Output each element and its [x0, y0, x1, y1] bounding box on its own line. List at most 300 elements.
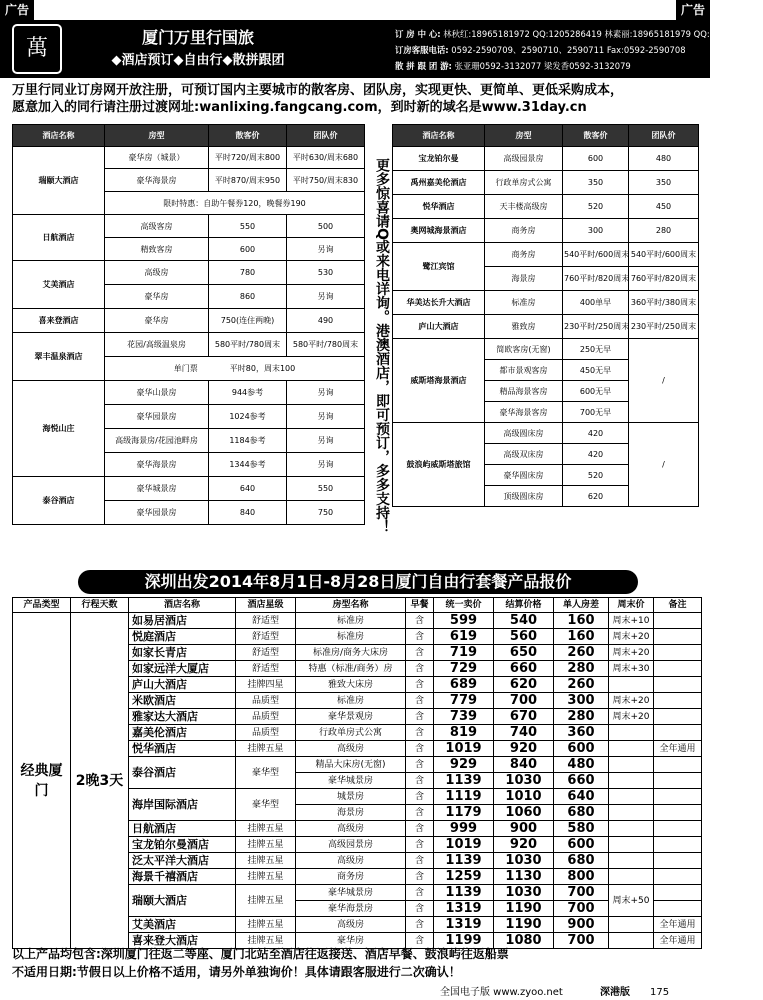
header-cell: 备注 — [654, 598, 702, 613]
hotel-name: 海景千禧酒店 — [129, 869, 236, 885]
room-type: 标准房 — [296, 629, 406, 645]
single-supplement: 900 — [554, 917, 609, 933]
room-cell: 700无早 — [563, 402, 629, 423]
remark — [654, 725, 702, 741]
weekend-price: 周末+30 — [609, 661, 654, 677]
header-cell: 散客价 — [209, 125, 287, 147]
room-type: 豪华海景房 — [296, 901, 406, 917]
room-cell: 另询 — [287, 405, 365, 429]
remark — [654, 805, 702, 821]
breakfast: 含 — [406, 629, 434, 645]
trip-days: 2晚3天 — [71, 613, 129, 949]
room-type: 雅致大床房 — [296, 677, 406, 693]
breakfast: 含 — [406, 741, 434, 757]
unified-price: 1179 — [434, 805, 494, 821]
hotel-star: 挂牌五星 — [236, 821, 296, 837]
room-cell: 450 — [629, 195, 699, 219]
room-cell: 豪华房 — [105, 285, 209, 309]
hotel-name: 嘉美伦酒店 — [129, 725, 236, 741]
remark — [654, 629, 702, 645]
breakfast: 含 — [406, 677, 434, 693]
header-cell: 统一卖价 — [434, 598, 494, 613]
hotel-name: 艾美酒店 — [13, 261, 105, 309]
table-row — [13, 215, 365, 238]
table-row — [13, 309, 365, 333]
room-cell: 600 — [209, 238, 287, 261]
unified-price: 999 — [434, 821, 494, 837]
room-cell: 540平时/600周末 — [563, 243, 629, 267]
weekend-price: 周末+20 — [609, 709, 654, 725]
table-row — [393, 423, 699, 444]
hotel-name: 鼓浪屿威斯塔旅馆 — [393, 423, 485, 507]
single-supplement: 260 — [554, 645, 609, 661]
hotel-star: 品质型 — [236, 725, 296, 741]
table-row — [13, 477, 365, 501]
header-cell: 房型 — [105, 125, 209, 147]
hotel-star: 舒适型 — [236, 629, 296, 645]
room-cell: 豪华房 — [105, 309, 209, 333]
hotel-name: 米欧酒店 — [129, 693, 236, 709]
remark — [654, 773, 702, 789]
room-cell: 580平时/780周末 — [287, 333, 365, 357]
room-cell: 行政单房式公寓 — [485, 171, 563, 195]
room-cell: 550 — [209, 215, 287, 238]
remark — [654, 853, 702, 869]
site-label: 全国电子版 www.zyoo.net — [440, 987, 563, 998]
contact-block — [395, 26, 763, 74]
room-cell: 标准房 — [485, 291, 563, 315]
settle-price: 920 — [494, 837, 554, 853]
contact-line — [395, 42, 710, 58]
single-supplement: 280 — [554, 661, 609, 677]
weekend-price — [609, 741, 654, 757]
hotel-name: 奥网城海景酒店 — [393, 219, 485, 243]
hotel-star: 舒适型 — [236, 645, 296, 661]
edition-label: 深港版 — [600, 987, 630, 998]
room-cell: 豪华房（城景） — [105, 147, 209, 169]
table-row — [393, 339, 699, 360]
room-cell: 280 — [629, 219, 699, 243]
hotel-name: 雅家达大酒店 — [129, 709, 236, 725]
group-price: / — [629, 339, 699, 423]
ad-tag-left: 广告 — [0, 0, 34, 20]
contact-line — [395, 26, 763, 42]
unified-price: 819 — [434, 725, 494, 741]
remark — [654, 645, 702, 661]
hotel-name: 泛太平洋大酒店 — [129, 853, 236, 869]
single-supplement: 660 — [554, 773, 609, 789]
page-footer — [0, 986, 710, 1000]
left-hotel-table — [12, 124, 365, 525]
single-supplement: 260 — [554, 677, 609, 693]
product-category: 经典厦门 — [13, 613, 71, 949]
hotel-name: 艾美酒店 — [129, 917, 236, 933]
room-cell: 高级房 — [105, 261, 209, 285]
hotel-name: 悦华酒店 — [393, 195, 485, 219]
hotel-name: 泰谷酒店 — [129, 757, 236, 789]
settle-price: 660 — [494, 661, 554, 677]
unified-price: 619 — [434, 629, 494, 645]
room-cell: 高级园景房 — [485, 147, 563, 171]
weekend-price — [609, 773, 654, 789]
remark: 全年通用 — [654, 917, 702, 933]
package-notes — [12, 945, 702, 981]
remark — [654, 821, 702, 837]
hotel-name: 华美达长升大酒店 — [393, 291, 485, 315]
intro-line: 万里行同业订房网开放注册，可预订国内主要城市的散客房、团队房，实现更快、更简单、更低采购成本， — [12, 83, 624, 98]
settle-price: 700 — [494, 693, 554, 709]
hotel-star: 挂牌五星 — [236, 853, 296, 869]
room-cell: 540平时/600周末 — [629, 243, 699, 267]
table-row — [393, 195, 699, 219]
room-cell: 豪华圆床房 — [485, 465, 563, 486]
breakfast: 含 — [406, 869, 434, 885]
table-row — [393, 219, 699, 243]
header-cell: 周末价 — [609, 598, 654, 613]
hotel-name: 瑞颐大酒店 — [129, 885, 236, 917]
room-type: 豪华景观房 — [296, 709, 406, 725]
weekend-price — [609, 917, 654, 933]
remark — [654, 757, 702, 773]
unified-price: 1199 — [434, 933, 494, 949]
hotel-name: 泰谷酒店 — [13, 477, 105, 525]
single-supplement: 160 — [554, 613, 609, 629]
settle-price: 1030 — [494, 853, 554, 869]
single-supplement: 700 — [554, 933, 609, 949]
hotel-note: 单门票 平时80，周末100 — [105, 357, 365, 381]
unified-price: 1019 — [434, 837, 494, 853]
single-supplement: 160 — [554, 629, 609, 645]
remark: 全年通用 — [654, 741, 702, 757]
breakfast: 含 — [406, 789, 434, 805]
room-cell: 760平时/820周末 — [563, 267, 629, 291]
header-cell: 团队价 — [629, 125, 699, 147]
settle-price: 1030 — [494, 885, 554, 901]
room-cell: 平时750/周末830 — [287, 169, 365, 192]
notes-line: 以上产品均包含:深圳厦门往返二等座、厦门北站至酒店往返接送、酒店早餐、鼓浪屿往返船票 — [12, 947, 509, 961]
settle-price: 840 — [494, 757, 554, 773]
single-supplement: 680 — [554, 853, 609, 869]
hotel-name: 喜来登大酒店 — [129, 933, 236, 949]
breakfast: 含 — [406, 757, 434, 773]
room-type: 标准房 — [296, 693, 406, 709]
weekend-price — [609, 725, 654, 741]
room-cell: 豪华海景房 — [105, 169, 209, 192]
ad-tag-right: 广告 — [676, 0, 710, 20]
remark — [654, 837, 702, 853]
table-row — [13, 125, 365, 147]
remark — [654, 789, 702, 805]
contact-label: 订 房 中 心: — [395, 29, 441, 39]
hotel-star: 挂牌四星 — [236, 677, 296, 693]
room-cell: 简欧客房(无窗) — [485, 339, 563, 360]
unified-price: 599 — [434, 613, 494, 629]
room-cell: 420 — [563, 444, 629, 465]
room-cell: 豪华园景房 — [105, 501, 209, 525]
room-type: 标准房 — [296, 613, 406, 629]
weekend-price: 周末+20 — [609, 645, 654, 661]
breakfast: 含 — [406, 821, 434, 837]
room-cell: 豪华海景客房 — [485, 402, 563, 423]
table-row — [13, 261, 365, 285]
room-cell: 750 — [287, 501, 365, 525]
room-cell: 230平时/250周末 — [629, 315, 699, 339]
settle-price: 1060 — [494, 805, 554, 821]
hotel-name: 悦庭酒店 — [129, 629, 236, 645]
room-cell: 另询 — [287, 285, 365, 309]
hotel-name: 日航酒店 — [129, 821, 236, 837]
room-cell: 豪华园景房 — [105, 405, 209, 429]
room-cell: 精致客房 — [105, 238, 209, 261]
settle-price: 740 — [494, 725, 554, 741]
header-cell: 产品类型 — [13, 598, 71, 613]
unified-price: 1319 — [434, 917, 494, 933]
breakfast: 含 — [406, 933, 434, 949]
intro-line: 愿意加入的同行请注册过渡网址:wanlixing.fangcang.com，到时新的域名是www.31day.cn — [12, 100, 587, 115]
room-cell: 平时720/周末800 — [209, 147, 287, 169]
settle-price: 1190 — [494, 917, 554, 933]
settle-price: 1030 — [494, 773, 554, 789]
header-cell: 酒店星级 — [236, 598, 296, 613]
page-number: 175 — [650, 987, 670, 998]
room-cell: 1344参考 — [209, 453, 287, 477]
hotel-name: 威斯塔海景酒店 — [393, 339, 485, 423]
room-cell: 760平时/820周末 — [629, 267, 699, 291]
table-row — [393, 243, 699, 267]
room-type: 商务房 — [296, 869, 406, 885]
table-row — [13, 147, 365, 169]
room-cell: 640 — [209, 477, 287, 501]
contact-text: 张亚珊0592-3132077 梁发香0592-3132079 — [454, 61, 631, 71]
room-cell: 500 — [287, 215, 365, 238]
weekend-price — [609, 837, 654, 853]
room-cell: 520 — [563, 465, 629, 486]
room-cell: 另询 — [287, 429, 365, 453]
remark — [654, 693, 702, 709]
room-type: 行政单房式公寓 — [296, 725, 406, 741]
room-cell: 高级海景房/花园池畔房 — [105, 429, 209, 453]
hotel-name: 宝龙铂尔曼 — [393, 147, 485, 171]
room-cell: 450无早 — [563, 360, 629, 381]
room-cell: 580平时/780周末 — [209, 333, 287, 357]
table-row — [13, 613, 702, 629]
room-type: 精品大床房(无窗) — [296, 757, 406, 773]
weekend-price: 周末+50 — [609, 885, 654, 917]
weekend-price: 周末+20 — [609, 693, 654, 709]
settle-price: 1010 — [494, 789, 554, 805]
room-cell: 顶级圆床房 — [485, 486, 563, 507]
contact-text: 林秋红:18965181972 QQ:1205286419 林素丽:18965181979 QQ:1120069987 — [443, 29, 763, 39]
breakfast: 含 — [406, 917, 434, 933]
settle-price: 620 — [494, 677, 554, 693]
hotel-note: 限时特惠：自助午餐券120，晚餐券190 — [105, 192, 365, 215]
room-cell: 天丰楼高级房 — [485, 195, 563, 219]
header-cell: 酒店名称 — [13, 125, 105, 147]
unified-price: 1319 — [434, 901, 494, 917]
remark — [654, 613, 702, 629]
header-banner — [0, 20, 763, 78]
room-cell: 400单早 — [563, 291, 629, 315]
unified-price: 779 — [434, 693, 494, 709]
header-cell: 团队价 — [287, 125, 365, 147]
room-cell: 230平时/250周末 — [563, 315, 629, 339]
settle-price: 670 — [494, 709, 554, 725]
single-supplement: 480 — [554, 757, 609, 773]
room-type: 城景房 — [296, 789, 406, 805]
brand-logo: 萬 — [12, 24, 62, 74]
settle-price: 900 — [494, 821, 554, 837]
remark — [654, 709, 702, 725]
hotel-star: 挂牌五星 — [236, 885, 296, 917]
room-cell: 都市景观客房 — [485, 360, 563, 381]
room-cell: 360平时/380周末 — [629, 291, 699, 315]
intro-text — [12, 82, 702, 116]
room-cell: 750(连住两晚) — [209, 309, 287, 333]
breakfast: 含 — [406, 661, 434, 677]
package-title-banner: 深圳出发2014年8月1日-8月28日厦门自由行套餐产品报价 — [78, 570, 638, 594]
single-supplement: 580 — [554, 821, 609, 837]
hotel-star: 挂牌五星 — [236, 837, 296, 853]
unified-price: 689 — [434, 677, 494, 693]
room-cell: 350 — [563, 171, 629, 195]
header-cell: 房型名称 — [296, 598, 406, 613]
hotel-star: 挂牌五星 — [236, 869, 296, 885]
contact-line — [395, 58, 710, 74]
room-cell: 花园/高级温泉房 — [105, 333, 209, 357]
room-cell: 600无早 — [563, 381, 629, 402]
unified-price: 1259 — [434, 869, 494, 885]
room-cell: 780 — [209, 261, 287, 285]
contact-text: 0592-2590709、2590710、2590711 Fax:0592-2590708 — [451, 45, 686, 55]
table-row — [393, 171, 699, 195]
hotel-name: 如易居酒店 — [129, 613, 236, 629]
hotel-name: 庐山大酒店 — [129, 677, 236, 693]
hotel-name: 鹭江宾馆 — [393, 243, 485, 291]
room-type: 高级房 — [296, 741, 406, 757]
room-cell: 另询 — [287, 453, 365, 477]
single-supplement: 300 — [554, 693, 609, 709]
room-cell: 620 — [563, 486, 629, 507]
room-type: 高级房 — [296, 821, 406, 837]
settle-price: 540 — [494, 613, 554, 629]
weekend-price — [609, 869, 654, 885]
weekend-price — [609, 677, 654, 693]
services-line: ◆酒店预订◆自由行◆散拼跟团 — [111, 53, 285, 68]
unified-price: 1139 — [434, 853, 494, 869]
room-cell: 550 — [287, 477, 365, 501]
header-cell: 房型 — [485, 125, 563, 147]
weekend-price: 周末+10 — [609, 613, 654, 629]
breakfast: 含 — [406, 773, 434, 789]
header-cell: 酒店名称 — [129, 598, 236, 613]
promo-vertical-text: 更多惊喜请Q或来电详询。港澳酒店，即可预订，多多支持！ — [374, 157, 390, 534]
remark — [654, 869, 702, 885]
room-cell: 精品海景客房 — [485, 381, 563, 402]
hotel-star: 舒适型 — [236, 613, 296, 629]
hotel-name: 如家远洋大厦店 — [129, 661, 236, 677]
hotel-star: 挂牌五星 — [236, 741, 296, 757]
header-cell: 散客价 — [563, 125, 629, 147]
package-price-table — [12, 597, 702, 949]
breakfast: 含 — [406, 613, 434, 629]
room-cell: 高级圆床房 — [485, 423, 563, 444]
table-row — [393, 147, 699, 171]
unified-price: 1139 — [434, 773, 494, 789]
contact-label: 散 拼 跟 团 游: — [395, 61, 452, 71]
table-row — [393, 315, 699, 339]
table-row — [13, 333, 365, 357]
room-type: 豪华房 — [296, 933, 406, 949]
hotel-star: 舒适型 — [236, 661, 296, 677]
header-cell: 早餐 — [406, 598, 434, 613]
unified-price: 1019 — [434, 741, 494, 757]
hotel-name: 悦华酒店 — [129, 741, 236, 757]
hotel-name: 宝龙铂尔曼酒店 — [129, 837, 236, 853]
breakfast: 含 — [406, 725, 434, 741]
unified-price: 1119 — [434, 789, 494, 805]
room-cell: 860 — [209, 285, 287, 309]
weekend-price — [609, 853, 654, 869]
hotel-star: 挂牌五星 — [236, 917, 296, 933]
room-type: 特惠（标准/商务）房 — [296, 661, 406, 677]
unified-price: 729 — [434, 661, 494, 677]
header-cell: 行程天数 — [71, 598, 129, 613]
unified-price: 1139 — [434, 885, 494, 901]
room-cell: 平时870/周末950 — [209, 169, 287, 192]
notes-line: 不适用日期:节假日以上价格不适用，请另外单独询价！具体请跟客服进行二次确认！ — [12, 965, 461, 979]
single-supplement: 700 — [554, 901, 609, 917]
room-cell: 雅致房 — [485, 315, 563, 339]
hotel-star: 豪华型 — [236, 789, 296, 821]
room-type: 豪华城景房 — [296, 885, 406, 901]
room-type: 豪华城景房 — [296, 773, 406, 789]
room-type: 标准房/商务大床房 — [296, 645, 406, 661]
right-hotel-table — [392, 124, 699, 507]
hotel-name: 海岸国际酒店 — [129, 789, 236, 821]
room-cell: 1184参考 — [209, 429, 287, 453]
hotel-name: 庐山大酒店 — [393, 315, 485, 339]
remark — [654, 885, 702, 901]
settle-price: 650 — [494, 645, 554, 661]
breakfast: 含 — [406, 901, 434, 917]
single-supplement: 600 — [554, 741, 609, 757]
single-supplement: 800 — [554, 869, 609, 885]
weekend-price — [609, 757, 654, 773]
hotel-name: 日航酒店 — [13, 215, 105, 261]
remark — [654, 661, 702, 677]
hotel-star: 挂牌五星 — [236, 933, 296, 949]
room-cell: 1024参考 — [209, 405, 287, 429]
room-cell: 海景房 — [485, 267, 563, 291]
unified-price: 739 — [434, 709, 494, 725]
hotel-name: 喜来登酒店 — [13, 309, 105, 333]
breakfast: 含 — [406, 837, 434, 853]
hotel-name: 禹州嘉美伦酒店 — [393, 171, 485, 195]
room-type: 高级房 — [296, 917, 406, 933]
breakfast: 含 — [406, 645, 434, 661]
breakfast: 含 — [406, 885, 434, 901]
agency-name: 厦门万里行国旅 — [141, 28, 254, 47]
breakfast: 含 — [406, 853, 434, 869]
room-cell: 高级客房 — [105, 215, 209, 238]
remark — [654, 901, 702, 917]
single-supplement: 360 — [554, 725, 609, 741]
weekend-price — [609, 805, 654, 821]
room-cell: 600 — [563, 147, 629, 171]
settle-price: 920 — [494, 741, 554, 757]
remark — [654, 677, 702, 693]
table-row — [13, 598, 702, 613]
